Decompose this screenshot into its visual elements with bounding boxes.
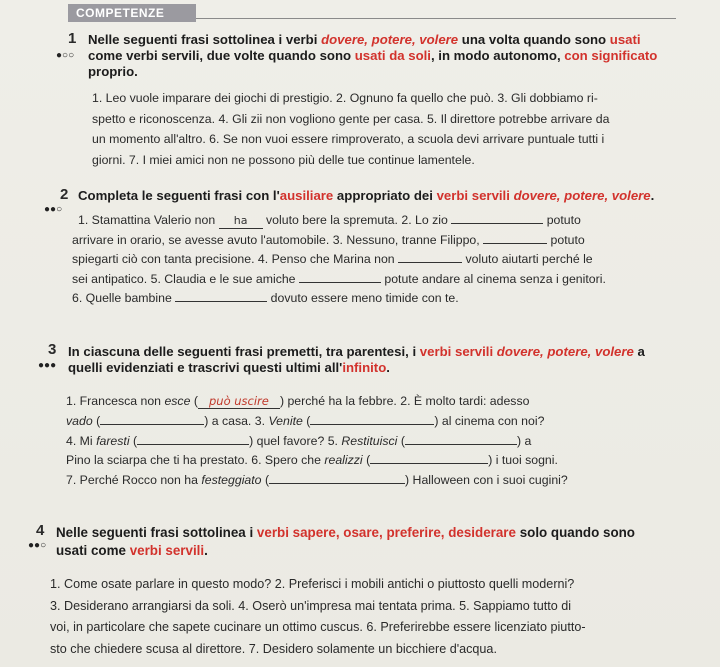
exercise-2-difficulty: ●●○ xyxy=(44,204,63,215)
exercise-4-line: voi, in particolare che sapete cucinare un ottimo cuscus. 6. Preferirebbe essere licenziato piutto- xyxy=(50,620,586,634)
answer-blank[interactable] xyxy=(175,301,267,302)
answer-blank[interactable] xyxy=(405,444,517,445)
exercise-1-title: Nelle seguenti frasi sottolinea i verbi dovere, potere, volere una volta quando sono usati come verbi servili, due volte quando sono usati da soli, in modo autonomo, con significato proprio. xyxy=(88,32,658,79)
exercise-4-line: 1. Come osate parlare in questo modo? 2. Preferisci i mobili antichi o piuttosto quelli moderni? xyxy=(50,577,575,591)
exercise-1-line: giorni. 7. I miei amici non ne possono più delle tue continue lamentele. xyxy=(92,152,475,167)
exercise-4-number: 4 xyxy=(36,522,45,539)
answer-blank[interactable] xyxy=(370,463,488,464)
answer-blank[interactable] xyxy=(137,444,249,445)
exercise-1-line: un momento all'altro. 6. Se non vuoi essere rimproverato, a scuola devi arrivare puntuale tutti i xyxy=(92,132,605,146)
exercise-3-difficulty: ●●● xyxy=(38,360,57,371)
exercise-1-line: spetto e riconoscenza. 4. Gli zii non vogliono gente per casa. 5. Il direttore potrebbe arrivare da xyxy=(92,111,610,126)
exercise-3-title: In ciascuna delle seguenti frasi premetti, tra parentesi, i verbi servili dovere, potere, volere a quelli evidenziati e trascrivi questi ultimi all'infinito. xyxy=(68,344,645,375)
exercise-4-line: sto che chiedere scusa al direttore. 7. Desidero solamente un bicchiere d'acqua. xyxy=(50,641,497,656)
answer-blank[interactable]: ha xyxy=(219,213,263,229)
exercise-4-text xyxy=(50,574,718,660)
exercise-2-title: Completa le seguenti frasi con l'ausiliare appropriato dei verbi servili dovere, potere, volere. xyxy=(78,188,655,203)
answer-blank[interactable] xyxy=(269,483,405,484)
exercise-4-title: Nelle seguenti frasi sottolinea i verbi sapere, osare, preferire, desiderare solo quando sono usati come verbi servili. xyxy=(56,525,635,558)
exercise-4-line: 3. Desiderano arrangiarsi da soli. 4. Oserò un'impresa mai tentata prima. 5. Sappiamo tutto di xyxy=(50,598,572,613)
section-header: COMPETENZE xyxy=(68,4,196,22)
answer-blank[interactable] xyxy=(299,282,381,283)
exercise-1-line: 1. Leo vuole imparare dei giochi di prestigio. 2. Ognuno fa quello che può. 3. Gli dobbiamo ri- xyxy=(92,91,598,105)
answer-blank[interactable] xyxy=(451,223,543,224)
answer-blank[interactable] xyxy=(398,262,462,263)
exercise-1-difficulty: ●○○ xyxy=(56,50,75,61)
answer-blank[interactable] xyxy=(100,424,204,425)
exercise-2-text: 1. Stamattina Valerio non ha voluto bere la spremuta. 2. Lo zio potuto arrivare in orario, se avesse avuto l'automobile. 3. Nessuno, tranne Filippo, potuto spiegarti ciò con tanta precisione. 4. Penso che Marina non voluto aiutarti perché le sei antipatico. 5. Claudia e le sue amiche potute andare al cinema senza i genitori. 6. Quelle bambine dovuto essere meno timide con te. xyxy=(72,213,606,305)
answer-blank[interactable]: può uscire xyxy=(198,394,280,409)
exercise-4-difficulty: ●●○ xyxy=(28,540,47,551)
exercise-1-number: 1 xyxy=(68,30,77,47)
exercise-3-number: 3 xyxy=(48,341,57,358)
exercise-1-text xyxy=(92,88,692,170)
exercise-3-text: 1. Francesca non esce ( può uscire ) perché ha la febbre. 2. È molto tardi: adesso vado ( ) a casa. 3. Venite ( ) al cinema con noi? 4. Mi faresti ( ) quel favore? 5. Restituisci ( ) a Pino la sciarpa che ti ha prestato. 6. Spero che realizzi ( ) i tuoi sogni. 7. Perché Rocco non ha festeggiato ( ) Halloween con i suoi cugini? xyxy=(66,394,568,488)
answer-blank[interactable] xyxy=(310,424,434,425)
exercise-2-number: 2 xyxy=(60,186,69,203)
answer-blank[interactable] xyxy=(483,243,547,244)
header-rule xyxy=(196,18,676,19)
